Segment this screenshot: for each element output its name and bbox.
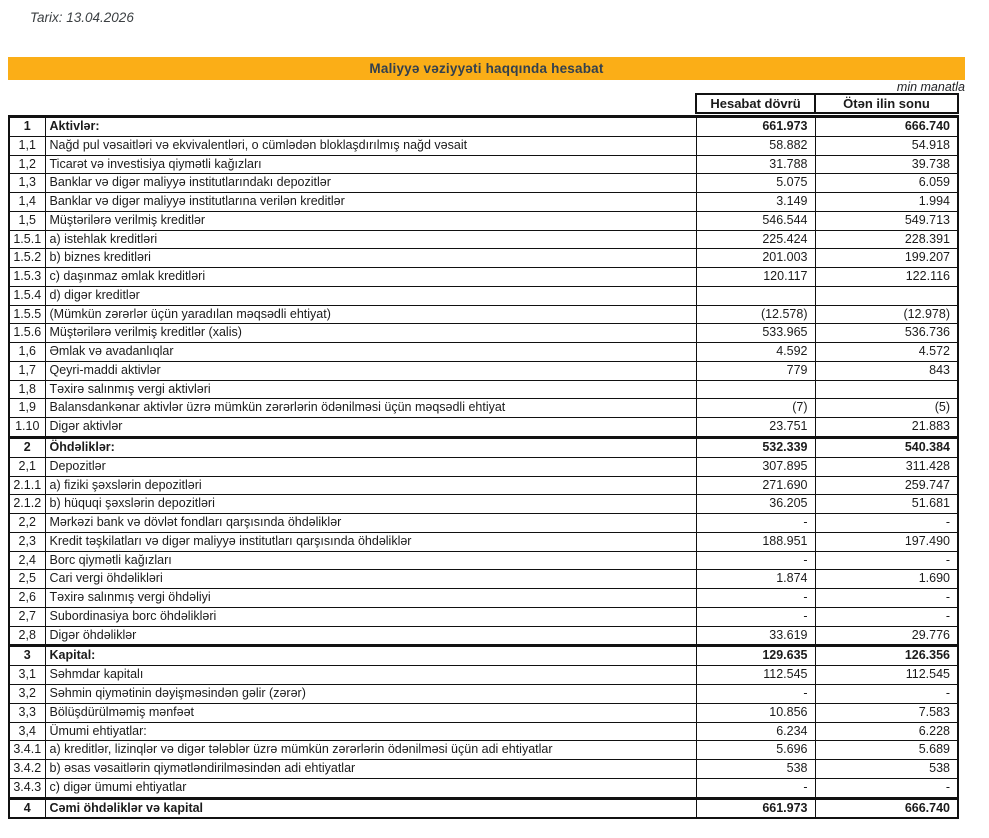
row-label-cell: Depozitlər bbox=[45, 457, 696, 476]
row-label-cell: Subordinasiya borc öhdəlikləri bbox=[45, 607, 696, 626]
row-label-cell: Kredit təşkilatları və digər maliyyə institutları qarşısında öhdəliklər bbox=[45, 532, 696, 551]
row-number-cell: 3 bbox=[9, 646, 45, 666]
row-label-cell: a) fiziki şəxslərin depozitləri bbox=[45, 476, 696, 495]
row-current-cell: 4.592 bbox=[696, 343, 815, 362]
row-label-cell: Kapital: bbox=[45, 646, 696, 666]
column-header-current: Hesabat dövrü bbox=[696, 94, 815, 113]
row-current-cell: 779 bbox=[696, 361, 815, 380]
row-label-cell: Qeyri-maddi aktivlər bbox=[45, 361, 696, 380]
row-previous-cell: 112.545 bbox=[815, 666, 958, 685]
table-row bbox=[9, 380, 958, 399]
row-label-cell: c) digər ümumi ehtiyatlar bbox=[45, 778, 696, 798]
table-row bbox=[9, 798, 958, 818]
row-label-cell: b) biznes kreditləri bbox=[45, 249, 696, 268]
row-label-cell: Digər öhdəliklər bbox=[45, 626, 696, 646]
row-previous-cell: 666.740 bbox=[815, 117, 958, 137]
row-current-cell: 225.424 bbox=[696, 230, 815, 249]
table-row bbox=[9, 703, 958, 722]
row-previous-cell: 311.428 bbox=[815, 457, 958, 476]
row-previous-cell: - bbox=[815, 589, 958, 608]
row-number-cell: 2.1.2 bbox=[9, 495, 45, 514]
row-current-cell: 58.882 bbox=[696, 136, 815, 155]
row-label-cell: Müştərilərə verilmiş kreditlər (xalis) bbox=[45, 324, 696, 343]
row-current-cell: 271.690 bbox=[696, 476, 815, 495]
table-row bbox=[9, 418, 958, 438]
row-number-cell: 3,4 bbox=[9, 722, 45, 741]
row-previous-cell: 6.228 bbox=[815, 722, 958, 741]
column-header-previous: Ötən ilin sonu bbox=[815, 94, 958, 113]
row-label-cell: Müştərilərə verilmiş kreditlər bbox=[45, 211, 696, 230]
row-current-cell: 5.075 bbox=[696, 174, 815, 193]
row-label-cell: Banklar və digər maliyyə institutlarındakı depozitlər bbox=[45, 174, 696, 193]
row-previous-cell: 843 bbox=[815, 361, 958, 380]
table-row bbox=[9, 211, 958, 230]
row-number-cell: 2.1.1 bbox=[9, 476, 45, 495]
row-current-cell: 31.788 bbox=[696, 155, 815, 174]
table-row bbox=[9, 136, 958, 155]
row-label-cell: b) hüquqi şəxslərin depozitləri bbox=[45, 495, 696, 514]
row-label-cell: Öhdəliklər: bbox=[45, 438, 696, 458]
row-current-cell: (7) bbox=[696, 399, 815, 418]
row-current-cell: 5.696 bbox=[696, 741, 815, 760]
row-label-cell: b) əsas vəsaitlərin qiymətləndirilməsindən adi ehtiyatlar bbox=[45, 760, 696, 779]
row-previous-cell bbox=[815, 380, 958, 399]
row-label-cell: a) istehlak kreditləri bbox=[45, 230, 696, 249]
row-number-cell: 2 bbox=[9, 438, 45, 458]
table-row bbox=[9, 117, 958, 137]
table-row bbox=[9, 551, 958, 570]
table-row bbox=[9, 607, 958, 626]
row-number-cell: 2,7 bbox=[9, 607, 45, 626]
row-number-cell: 1.5.5 bbox=[9, 305, 45, 324]
row-number-cell: 1,8 bbox=[9, 380, 45, 399]
row-previous-cell: - bbox=[815, 607, 958, 626]
table-row bbox=[9, 155, 958, 174]
row-current-cell: 546.544 bbox=[696, 211, 815, 230]
row-previous-cell: 4.572 bbox=[815, 343, 958, 362]
row-previous-cell: 7.583 bbox=[815, 703, 958, 722]
table-row bbox=[9, 722, 958, 741]
row-label-cell: Borc qiymətli kağızları bbox=[45, 551, 696, 570]
row-number-cell: 1.5.6 bbox=[9, 324, 45, 343]
row-number-cell: 1,3 bbox=[9, 174, 45, 193]
table-row bbox=[9, 589, 958, 608]
table-row bbox=[9, 361, 958, 380]
table-row bbox=[9, 760, 958, 779]
row-label-cell: Əmlak və avadanlıqlar bbox=[45, 343, 696, 362]
row-number-cell: 1.5.1 bbox=[9, 230, 45, 249]
row-number-cell: 2,5 bbox=[9, 570, 45, 589]
table-row bbox=[9, 193, 958, 212]
row-previous-cell: - bbox=[815, 778, 958, 798]
row-previous-cell: 21.883 bbox=[815, 418, 958, 438]
row-label-cell: Aktivlər: bbox=[45, 117, 696, 137]
row-current-cell: - bbox=[696, 514, 815, 533]
row-current-cell: 201.003 bbox=[696, 249, 815, 268]
row-number-cell: 3.4.2 bbox=[9, 760, 45, 779]
row-number-cell: 1,2 bbox=[9, 155, 45, 174]
row-previous-cell: 1.994 bbox=[815, 193, 958, 212]
row-label-cell: d) digər kreditlər bbox=[45, 286, 696, 305]
table-row bbox=[9, 532, 958, 551]
row-previous-cell: - bbox=[815, 684, 958, 703]
table-row bbox=[9, 778, 958, 798]
row-label-cell: Cari vergi öhdəlikləri bbox=[45, 570, 696, 589]
row-label-cell: Səhmin qiymətinin dəyişməsindən gəlir (zərər) bbox=[45, 684, 696, 703]
row-number-cell: 1,6 bbox=[9, 343, 45, 362]
row-number-cell: 1.5.2 bbox=[9, 249, 45, 268]
table-row bbox=[9, 457, 958, 476]
table-row bbox=[9, 570, 958, 589]
row-label-cell: Ticarət və investisiya qiymətli kağızları bbox=[45, 155, 696, 174]
row-number-cell: 1.10 bbox=[9, 418, 45, 438]
row-label-cell: Səhmdar kapitalı bbox=[45, 666, 696, 685]
row-previous-cell: 126.356 bbox=[815, 646, 958, 666]
row-previous-cell: 5.689 bbox=[815, 741, 958, 760]
row-label-cell: Təxirə salınmış vergi aktivləri bbox=[45, 380, 696, 399]
row-label-cell: Balansdankənar aktivlər üzrə mümkün zərərlərin ödənilməsi üçün məqsədli ehtiyat bbox=[45, 399, 696, 418]
row-label-cell: Təxirə salınmış vergi öhdəliyi bbox=[45, 589, 696, 608]
row-current-cell: 538 bbox=[696, 760, 815, 779]
row-current-cell: 533.965 bbox=[696, 324, 815, 343]
row-number-cell: 2,2 bbox=[9, 514, 45, 533]
row-current-cell: - bbox=[696, 551, 815, 570]
row-previous-cell: - bbox=[815, 514, 958, 533]
row-previous-cell: 6.059 bbox=[815, 174, 958, 193]
row-current-cell: 36.205 bbox=[696, 495, 815, 514]
table-row bbox=[9, 438, 958, 458]
row-previous-cell: 122.116 bbox=[815, 268, 958, 287]
row-previous-cell: 51.681 bbox=[815, 495, 958, 514]
row-number-cell: 1,9 bbox=[9, 399, 45, 418]
row-current-cell: 33.619 bbox=[696, 626, 815, 646]
row-previous-cell: 39.738 bbox=[815, 155, 958, 174]
row-number-cell: 3.4.3 bbox=[9, 778, 45, 798]
row-current-cell bbox=[696, 286, 815, 305]
row-label-cell: Nağd pul vəsaitləri və ekvivalentləri, o cümlədən bloklaşdırılmış nağd vəsait bbox=[45, 136, 696, 155]
row-previous-cell: 259.747 bbox=[815, 476, 958, 495]
table-row bbox=[9, 305, 958, 324]
row-number-cell: 1,5 bbox=[9, 211, 45, 230]
table-row bbox=[9, 249, 958, 268]
table-row bbox=[9, 666, 958, 685]
row-current-cell: - bbox=[696, 778, 815, 798]
table-row bbox=[9, 646, 958, 666]
row-current-cell: 120.117 bbox=[696, 268, 815, 287]
financial-table bbox=[8, 115, 959, 819]
row-current-cell: 188.951 bbox=[696, 532, 815, 551]
table-row bbox=[9, 343, 958, 362]
row-current-cell: 10.856 bbox=[696, 703, 815, 722]
row-number-cell: 2,1 bbox=[9, 457, 45, 476]
row-previous-cell: 1.690 bbox=[815, 570, 958, 589]
column-headers-table bbox=[695, 93, 959, 114]
row-current-cell: 532.339 bbox=[696, 438, 815, 458]
units-label: min manatla bbox=[896, 80, 965, 94]
table-row bbox=[9, 268, 958, 287]
row-previous-cell: 228.391 bbox=[815, 230, 958, 249]
row-previous-cell: 54.918 bbox=[815, 136, 958, 155]
row-previous-cell: 538 bbox=[815, 760, 958, 779]
row-previous-cell bbox=[815, 286, 958, 305]
row-number-cell: 2,3 bbox=[9, 532, 45, 551]
row-number-cell: 1,7 bbox=[9, 361, 45, 380]
table-row bbox=[9, 286, 958, 305]
row-current-cell: 307.895 bbox=[696, 457, 815, 476]
row-label-cell: Ümumi ehtiyatlar: bbox=[45, 722, 696, 741]
row-previous-cell: 199.207 bbox=[815, 249, 958, 268]
row-current-cell bbox=[696, 380, 815, 399]
table-row bbox=[9, 741, 958, 760]
row-label-cell: Cəmi öhdəliklər və kapital bbox=[45, 798, 696, 818]
row-number-cell: 1.5.4 bbox=[9, 286, 45, 305]
row-previous-cell: - bbox=[815, 551, 958, 570]
table-row bbox=[9, 324, 958, 343]
column-header-row bbox=[696, 94, 958, 113]
row-label-cell: Banklar və digər maliyyə institutlarına verilən kreditlər bbox=[45, 193, 696, 212]
row-label-cell: (Mümkün zərərlər üçün yaradılan məqsədli ehtiyat) bbox=[45, 305, 696, 324]
row-label-cell: c) daşınmaz əmlak kreditləri bbox=[45, 268, 696, 287]
row-number-cell: 1,4 bbox=[9, 193, 45, 212]
row-current-cell: - bbox=[696, 607, 815, 626]
row-current-cell: 3.149 bbox=[696, 193, 815, 212]
table-row bbox=[9, 495, 958, 514]
row-previous-cell: (5) bbox=[815, 399, 958, 418]
row-current-cell: 6.234 bbox=[696, 722, 815, 741]
row-current-cell: 661.973 bbox=[696, 798, 815, 818]
table-row bbox=[9, 684, 958, 703]
row-number-cell: 3,1 bbox=[9, 666, 45, 685]
table-row bbox=[9, 230, 958, 249]
row-previous-cell: 197.490 bbox=[815, 532, 958, 551]
table-row bbox=[9, 626, 958, 646]
row-previous-cell: 666.740 bbox=[815, 798, 958, 818]
row-number-cell: 1 bbox=[9, 117, 45, 137]
row-current-cell: - bbox=[696, 589, 815, 608]
row-number-cell: 4 bbox=[9, 798, 45, 818]
row-current-cell: 129.635 bbox=[696, 646, 815, 666]
row-previous-cell: 536.736 bbox=[815, 324, 958, 343]
row-current-cell: 1.874 bbox=[696, 570, 815, 589]
row-label-cell: Mərkəzi bank və dövlət fondları qarşısında öhdəliklər bbox=[45, 514, 696, 533]
row-number-cell: 2,6 bbox=[9, 589, 45, 608]
row-number-cell: 1.5.3 bbox=[9, 268, 45, 287]
table-row bbox=[9, 174, 958, 193]
row-label-cell: Digər aktivlər bbox=[45, 418, 696, 438]
row-previous-cell: (12.978) bbox=[815, 305, 958, 324]
row-label-cell: a) kreditlər, lizinqlər və digər tələblər üzrə mümkün zərərlərin ödənilməsi üçün adi ehtiyatlar bbox=[45, 741, 696, 760]
financial-table-body bbox=[9, 117, 958, 819]
row-number-cell: 3,2 bbox=[9, 684, 45, 703]
row-current-cell: 112.545 bbox=[696, 666, 815, 685]
row-current-cell: - bbox=[696, 684, 815, 703]
table-row bbox=[9, 476, 958, 495]
row-previous-cell: 540.384 bbox=[815, 438, 958, 458]
row-previous-cell: 29.776 bbox=[815, 626, 958, 646]
row-number-cell: 2,4 bbox=[9, 551, 45, 570]
report-date: Tarix: 13.04.2026 bbox=[30, 10, 134, 25]
row-previous-cell: 549.713 bbox=[815, 211, 958, 230]
row-current-cell: 23.751 bbox=[696, 418, 815, 438]
row-current-cell: 661.973 bbox=[696, 117, 815, 137]
report-title-banner bbox=[8, 57, 965, 80]
row-number-cell: 3.4.1 bbox=[9, 741, 45, 760]
row-number-cell: 1,1 bbox=[9, 136, 45, 155]
row-number-cell: 3,3 bbox=[9, 703, 45, 722]
row-number-cell: 2,8 bbox=[9, 626, 45, 646]
report-title: Maliyyə vəziyyəti haqqında hesabat bbox=[369, 61, 604, 76]
table-row bbox=[9, 399, 958, 418]
table-row bbox=[9, 514, 958, 533]
row-label-cell: Bölüşdürülməmiş mənfəət bbox=[45, 703, 696, 722]
row-current-cell: (12.578) bbox=[696, 305, 815, 324]
